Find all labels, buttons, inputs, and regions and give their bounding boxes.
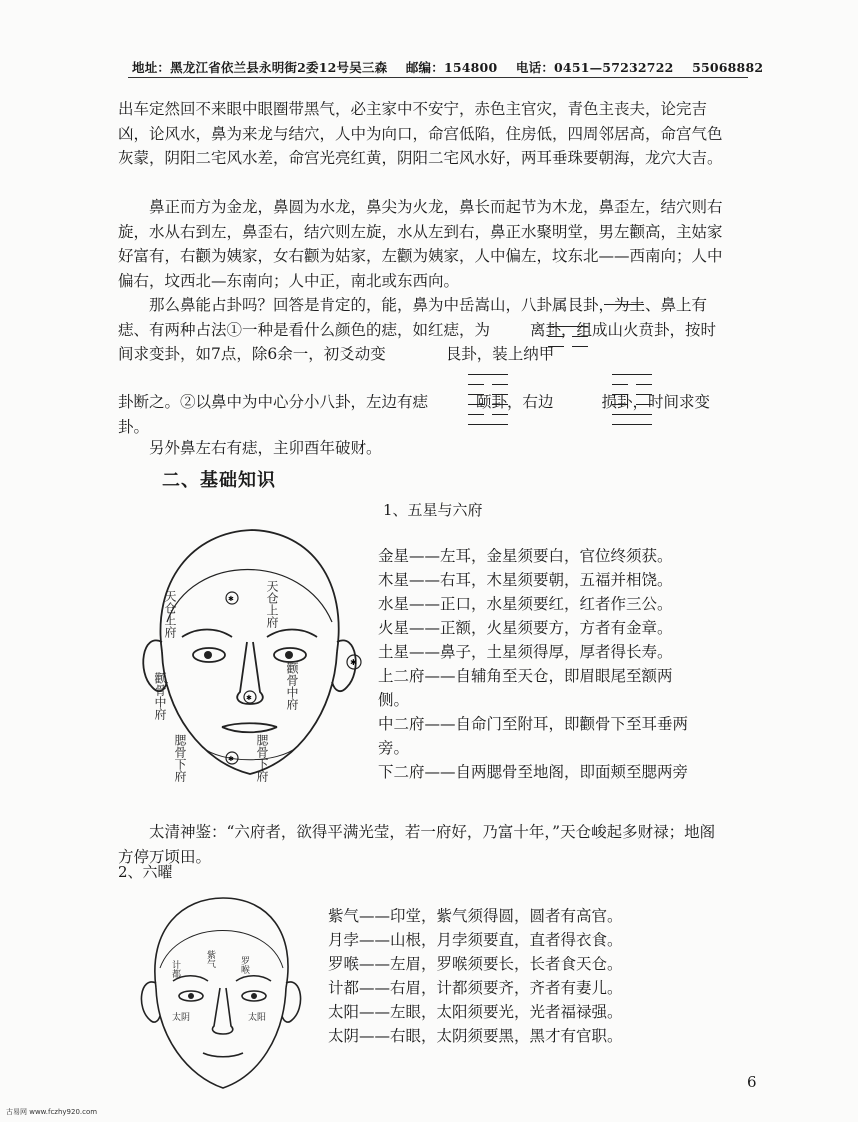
watermark: 古易网 www.fczhy920.com <box>6 1108 98 1116</box>
wuxing-item: 金星——左耳，金星须要白，官位终须获。 <box>378 547 673 565</box>
sun-hexagram-symbol <box>612 370 652 430</box>
face1-label-4: 颧骨中府 <box>285 662 299 710</box>
subheading-liuyao: 2、六曜 <box>118 863 173 881</box>
wuxing-item: 木星——右耳，木星须要朝，五福并相饶。 <box>378 571 673 589</box>
header-phone: 电话：0451—57232722 <box>515 60 674 75</box>
liuyao-item: 计都——右眉，计都须要齐，齐者有妻儿。 <box>328 979 623 997</box>
face2-label-jidu: 计都 <box>171 960 181 978</box>
paragraph-4c: 损卦，时间求变卦。 <box>118 393 711 436</box>
face2-label-luohou: 罗喉 <box>240 956 250 974</box>
paragraph-1: 出车定然回不来眼中眼圈带黑气，必主家中不安宁，赤色主官灾，青色主丧夫，论完吉凶，论风水，鼻为来龙与结穴，人中为向口，命宫低陷，住房低，四周邻居高，命宫气色灰蒙，阴阳二宅风水差，命宫光亮红黄，阴阳二宅风水好，两耳垂珠要朝海，龙穴大吉。 <box>118 100 723 167</box>
liuyao-item: 太阳——左眼，太阳须要光，光者福禄强。 <box>328 1003 623 1021</box>
face1-label-1: 天仓上府 <box>163 590 177 638</box>
header-phone2: 55068882 <box>692 60 764 75</box>
liuyao-item: 月孛——山根，月孛须要直，直者得衣食。 <box>328 931 623 949</box>
face2-label-taiyin: 太阴 <box>172 1012 191 1022</box>
paragraph-4a: 卦断之。②以鼻中为中心分小八卦，左边有痣 <box>118 393 429 411</box>
face2-label-taiyang: 太阳 <box>248 1012 267 1022</box>
face-diagram-wuxing <box>122 512 372 792</box>
subheading-wuxing: 1、五星与六府 <box>383 501 483 519</box>
svg-text:✱: ✱ <box>246 694 252 702</box>
page-number: 6 <box>747 1073 757 1091</box>
wuxing-item: 土星——鼻子，土星须得厚，厚者得长寿。 <box>378 643 673 661</box>
svg-text:✱: ✱ <box>350 658 357 667</box>
paragraph-5: 另外鼻左右有痣，主卯酉年破财。 <box>149 439 382 457</box>
page-header <box>132 58 764 76</box>
face-diagram-liuyao <box>128 888 313 1098</box>
header-postcode: 邮编：154800 <box>405 60 498 75</box>
wuxing-list <box>378 544 718 784</box>
taiqing-quote: 太清神鉴：“六府者，欲得平满光莹，若一府好，乃富十年，”天仓峻起多财禄；地阁方停万顷田。 <box>118 823 716 866</box>
face1-label-6: 腮骨下府 <box>255 734 269 782</box>
face1-label-5: 腮骨下府 <box>173 734 187 782</box>
liuyao-item: 太阴——右眼，太阴须要黑，黑才有官职。 <box>328 1027 623 1045</box>
gen-trigram-symbol <box>548 322 588 352</box>
liuyao-item: 罗喉——左眉，罗喉须要长，长者食天仓。 <box>328 955 623 973</box>
li-trigram-symbol <box>604 300 644 310</box>
paragraph-3b: 离卦，组成山火贲卦，按时间求变卦，如7点，除6余一，初爻动变 <box>118 320 717 363</box>
wuxing-item: 下二府——自两腮骨至地阁，即面颊至腮两旁 <box>378 763 689 781</box>
wuxing-item: 水星——正口，水星须要红，红者作三公。 <box>378 595 673 613</box>
paragraph-3a: 那么鼻能占卦吗？回答是肯定的，能，鼻为中岳嵩山，八卦属艮卦，为土、鼻上有痣、有两种占法①一种是看什么颜色的痣，如红痣，为 <box>118 296 708 339</box>
face1-label-3: 颧骨中府 <box>153 672 167 720</box>
face1-label-2: 天仓上府 <box>265 580 279 628</box>
svg-text:✱: ✱ <box>228 595 234 603</box>
liuyao-item: 紫气——印堂，紫气须得圆，圆者有高官。 <box>328 907 623 925</box>
yi-hexagram-symbol <box>468 370 508 430</box>
liuyao-list <box>328 904 688 1048</box>
wuxing-item: 旁。 <box>378 739 410 757</box>
wuxing-item: 侧。 <box>378 691 410 709</box>
wuxing-item: 中二府——自命门至附耳，即颧骨下至耳垂两 <box>378 715 689 733</box>
wuxing-item: 火星——正额，火星须要方，方者有金章。 <box>378 619 673 637</box>
section-title: 二、基础知识 <box>162 470 276 491</box>
paragraph-4b: 颐卦，右边 <box>476 393 554 411</box>
header-address: 地址：黑龙江省依兰县永明街2委12号吴三森 <box>132 60 388 75</box>
face2-label-ziqi: 紫气 <box>206 950 216 968</box>
paragraph-3c: 艮卦，装上纳甲 <box>445 345 555 363</box>
wuxing-item: 上二府——自辅角至天仓，即眉眼尾至额两 <box>378 667 673 685</box>
svg-text:✱: ✱ <box>228 755 234 763</box>
header-rule <box>128 77 748 78</box>
paragraph-2: 鼻正而方为金龙，鼻圆为水龙，鼻尖为火龙，鼻长而起节为木龙，鼻歪左，结穴则右旋，水从右到左，鼻歪右，结穴则左旋，水从左到右，鼻正水聚明堂，男左颧高，主姑家好富有，右颧为姨家，女右颧为姑家，左颧为姨家，人中偏左，坟东北——西南向；人中偏右，坟西北—东南向；人中正，南北或东西向。 <box>118 198 723 290</box>
